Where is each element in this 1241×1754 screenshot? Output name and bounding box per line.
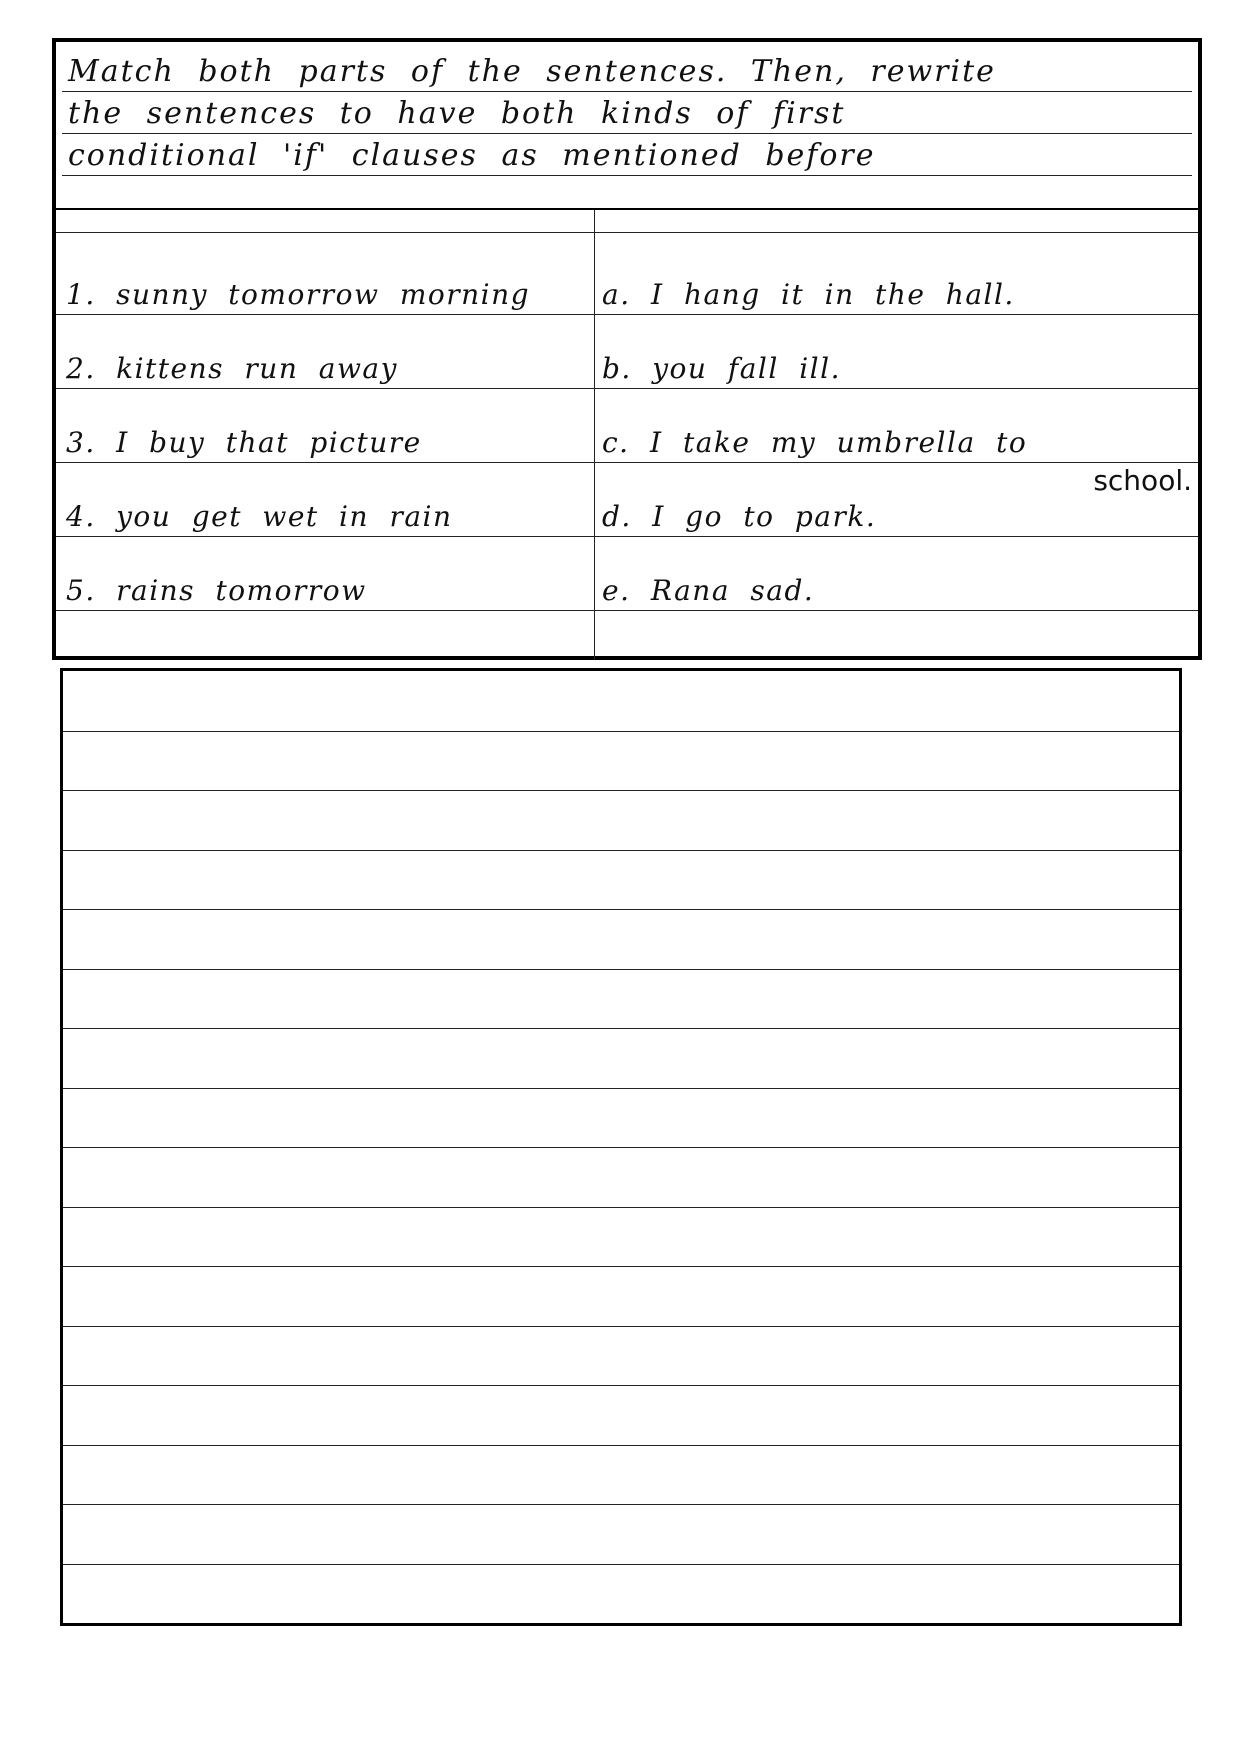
instruction-line-1: Match both parts of the sentences. Then, rewrite <box>62 52 1192 92</box>
answer-line <box>63 1385 1179 1386</box>
condition-item-3: 3. I buy that picture <box>66 426 422 459</box>
match-row <box>56 498 1198 537</box>
answer-line <box>63 1445 1179 1446</box>
instruction-line-2: the sentences to have both kinds of first <box>62 94 1192 134</box>
instructions-block <box>56 42 1198 210</box>
table-header-rule <box>56 232 1198 233</box>
result-item-c-continuation: school. <box>1093 464 1192 497</box>
result-item-e: e. Rana sad. <box>602 574 815 607</box>
answer-writing-box[interactable] <box>60 668 1182 1626</box>
answer-line <box>63 1564 1179 1565</box>
result-item-a: a. I hang it in the hall. <box>602 278 1015 311</box>
matching-table <box>56 210 1198 660</box>
answer-line <box>63 969 1179 970</box>
answer-line <box>63 1147 1179 1148</box>
result-item-d: d. I go to park. <box>602 500 877 533</box>
condition-item-2: 2. kittens run away <box>66 352 398 385</box>
result-item-c: c. I take my umbrella to <box>602 426 1028 459</box>
condition-item-1: 1. sunny tomorrow morning <box>66 278 531 311</box>
match-row <box>56 572 1198 611</box>
answer-line <box>63 790 1179 791</box>
condition-item-4: 4. you get wet in rain <box>66 500 453 533</box>
instruction-line-3: conditional 'if' clauses as mentioned before <box>62 136 1192 176</box>
exercise-box <box>52 38 1202 660</box>
answer-line <box>63 1207 1179 1208</box>
answer-line <box>63 1088 1179 1089</box>
answer-line <box>63 1504 1179 1505</box>
answer-line <box>63 1326 1179 1327</box>
answer-line <box>63 1266 1179 1267</box>
match-row <box>56 350 1198 389</box>
match-row <box>56 424 1198 497</box>
answer-line <box>63 909 1179 910</box>
answer-line <box>63 1028 1179 1029</box>
answer-line <box>63 731 1179 732</box>
condition-item-5: 5. rains tomorrow <box>66 574 367 607</box>
answer-line <box>63 850 1179 851</box>
match-row <box>56 276 1198 315</box>
result-item-b: b. you fall ill. <box>602 352 841 385</box>
